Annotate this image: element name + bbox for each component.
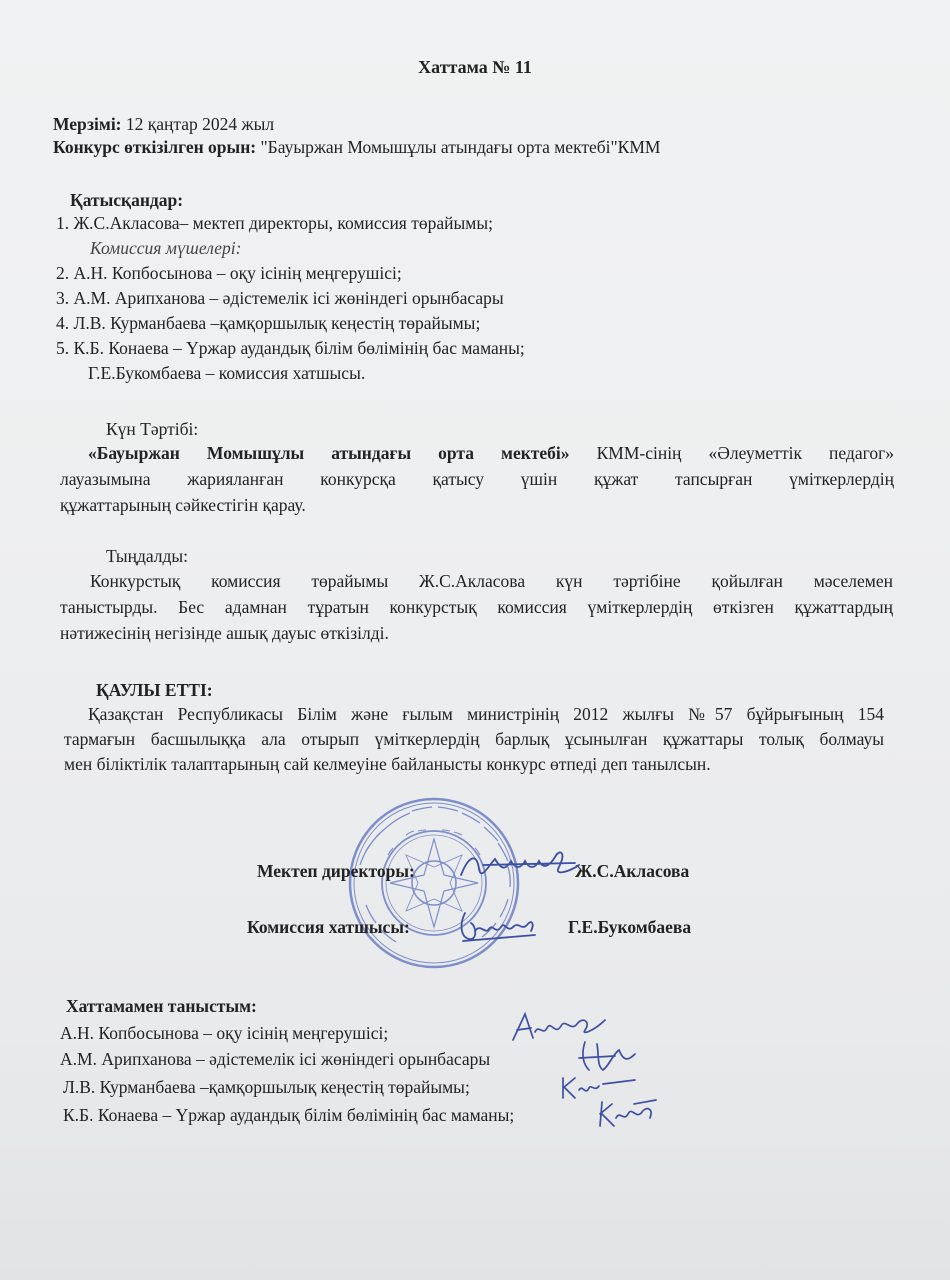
acknowledged-heading: Хаттамамен таныстым:	[66, 996, 257, 1016]
agenda-line	[88, 442, 894, 464]
place-label: Конкурс өткізілген орын:	[53, 137, 257, 157]
place-line	[53, 136, 660, 158]
acknowledged-line: К.Б. Конаева – Үржар аудандық білім бөлімінің бас маманы;	[63, 1105, 515, 1125]
resolution-line: Қазақстан Республикасы Білім және ғылым министрінің 2012 жылғы №57 бұйрығының 154	[88, 704, 884, 724]
date-label: Мерзімі:	[53, 114, 122, 134]
heard-line: Конкурстық комиссия төрайымы Ж.С.Акласова күн тәртібіне қойылған мәселемен	[90, 571, 893, 591]
agenda-line-rest: КММ-сінің «Әлеуметтік педагог»	[569, 443, 895, 463]
date-line	[53, 113, 274, 135]
resolution-line: тармағын басшылыққа ала отырып үміткерлердің барлық ұсынылған құжаттары толық болмауы	[64, 729, 884, 749]
director-label: Мектеп директоры:	[257, 861, 415, 881]
secretary-signature	[455, 905, 545, 947]
participant-member: 4. Л.В. Курманбаева –қамқоршылық кеңестің төрайымы;	[56, 313, 481, 333]
participants-heading: Қатысқандар:	[70, 190, 184, 210]
members-label: Комиссия мүшелері:	[90, 238, 242, 258]
participant-member: 2. А.Н. Копбосынова – оқу ісінің меңгерушісі;	[56, 263, 402, 283]
director-signature	[455, 845, 585, 887]
agenda-school-name: «Бауыржан Момышұлы атындағы орта мектебі»	[88, 443, 570, 463]
agenda-line: құжаттарының сәйкестігін қарау.	[60, 495, 306, 515]
acknowledged-line: А.Н. Копбосынова – оқу ісінің меңгерушісі;	[60, 1023, 389, 1043]
resolution-line: мен біліктілік талаптарының сай келмеуіне байланысты конкурс өтпеді деп танылсын.	[64, 754, 711, 774]
participant-chair: 1. Ж.С.Акласова– мектеп директоры, комиссия төрайымы;	[56, 213, 493, 233]
participant-secretary: Г.Е.Букомбаева – комиссия хатшысы.	[88, 363, 366, 383]
agenda-heading: Күн Тәртібі:	[106, 419, 199, 439]
secretary-name: Г.Е.Букомбаева	[568, 917, 692, 937]
date-value: 12 қаңтар 2024 жыл	[125, 114, 275, 134]
resolution-heading: ҚАУЛЫ ЕТТІ:	[96, 680, 213, 700]
director-name: Ж.С.Акласова	[575, 861, 690, 881]
document-title: Хаттама № 11	[418, 57, 532, 77]
heard-heading: Тыңдалды:	[106, 546, 189, 566]
heard-line: таныстырды. Бес адамнан тұратын конкурстық комиссия үміткерлердің өткізген құжаттардың	[60, 597, 893, 617]
konaeva-signature	[594, 1096, 664, 1132]
acknowledged-line: Л.В. Курманбаева –қамқоршылық кеңестің төрайымы;	[63, 1077, 470, 1097]
acknowledged-line: А.М. Арипханова – әдістемелік ісі жөніндегі орынбасары	[60, 1049, 491, 1069]
participant-member: 3. А.М. Арипханова – әдістемелік ісі жөніндегі орынбасары	[56, 288, 504, 308]
place-value: "Бауыржан Момышұлы атындағы орта мектебі"КММ	[260, 137, 661, 157]
heard-line: нәтижесінің негізінде ашық дауыс өткізілді.	[60, 623, 389, 643]
agenda-line: лауазымына жарияланған конкурсқа қатысу үшін құжат тапсырған үміткерлердің	[60, 469, 894, 489]
participant-member: 5. К.Б. Конаева – Үржар аудандық білім бөлімінің бас маманы;	[56, 338, 525, 358]
secretary-label: Комиссия хатшысы:	[247, 917, 410, 937]
